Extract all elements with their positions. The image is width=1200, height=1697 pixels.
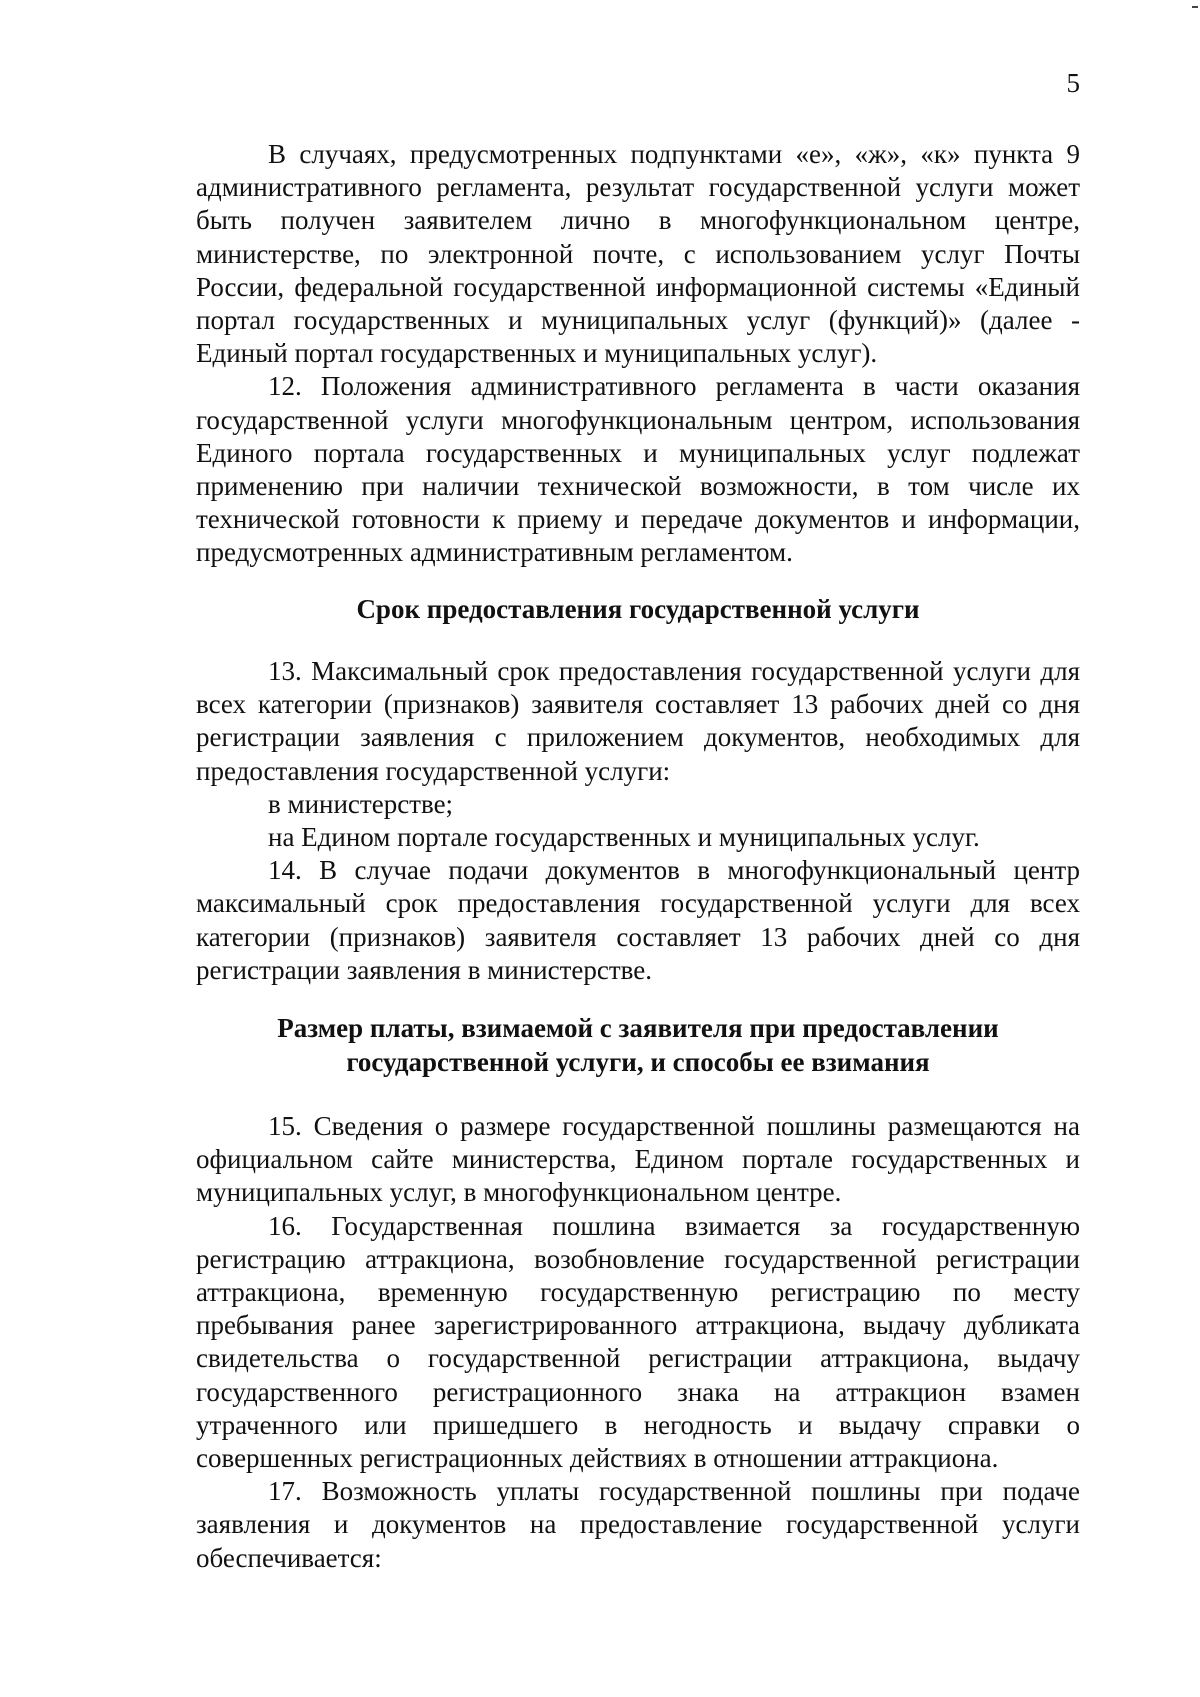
heading-term: Срок предоставления государственной услуги [356, 594, 920, 624]
paragraph-13-item-1: в министерстве; [268, 788, 454, 819]
page-number: 5 [1066, 68, 1080, 98]
section-fee [196, 1110, 1080, 1575]
paragraph-12: 12. Положения административного регламента в части оказания государственной услуги многофункциональным центром, использования Единого портала государственных и муниципальных услуг подлежат применению при наличии технической возможности, в том числе их технической готовности к приему и передаче документов и информации, предусмотренных административным регламентом. [196, 371, 1080, 568]
heading-fee-line-1: Размер платы, взимаемой с заявителя при предоставлении [277, 1013, 999, 1043]
section-term [196, 655, 1080, 987]
heading-fee-block [196, 1011, 1080, 1079]
heading-term-block [196, 592, 1080, 626]
paragraph-15: 15. Сведения о размере государственной пошлины размещаются на официальном сайте министерства, Едином портале государственных и муниципальных услуг, в многофункциональном центре. [196, 1111, 1080, 1208]
paragraph-16: 16. Государственная пошлина взимается за государственную регистрацию аттракциона, возобновление государственной регистрации аттракциона, временную государственную регистрацию по месту пребывания ранее зарегистрированного аттракциона, выдачу дубликата свидетельства о государственной регистрации аттракциона, выдачу государственного регистрационного знака на аттракцион взамен утраченного или пришедшего в негодность и выдачу справки о совершенных регистрационных действиях в отношении аттракциона. [196, 1210, 1080, 1474]
paragraph-13-item-2: на Едином портале государственных и муниципальных услуг. [268, 822, 980, 853]
heading-fee-line-2: государственной услуги, и способы ее взимания [346, 1047, 930, 1077]
paragraph-intro: В случаях, предусмотренных подпунктами «е», «ж», «к» пункта 9 административного регламента, результат государственной услуги может быть получен заявителем лично в многофункциональном центре, министерстве, по электронной почте, с использованием услуг Почты России, федеральной государственной информационной системы «Единый портал государственных и муниципальных услуг (функций)» (далее - Единый портал государственных и муниципальных услуг). [196, 139, 1080, 369]
paragraph-13: 13. Максимальный срок предоставления государственной услуги для всех категории (признаков) заявителя составляет 13 рабочих дней со дня регистрации заявления с приложением документов, необходимых для предоставления государственной услуги: [196, 656, 1080, 786]
scan-edge-mark [1192, 6, 1198, 8]
section-results [196, 138, 1080, 570]
paragraph-17: 17. Возможность уплаты государственной пошлины при подаче заявления и документов на предоставление государственной услуги обеспечивается: [196, 1476, 1080, 1573]
paragraph-14: 14. В случае подачи документов в многофункциональный центр максимальный срок предоставления государственной услуги для всех категории (признаков) заявителя составляет 13 рабочих дней со дня регистрации заявления в министерстве. [196, 855, 1080, 985]
